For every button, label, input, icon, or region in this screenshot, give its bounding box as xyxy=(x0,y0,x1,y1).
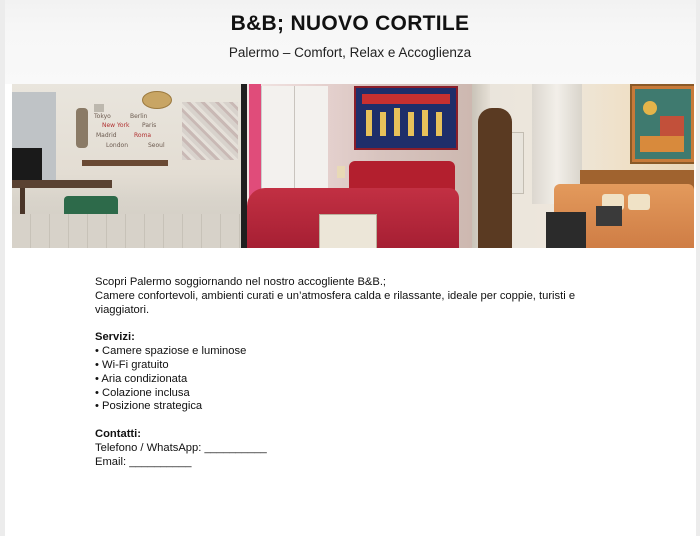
page-title: B&B; NUOVO CORTILE xyxy=(230,12,470,35)
surfboard xyxy=(76,108,88,148)
double-bedroom-photo xyxy=(472,84,694,248)
common-room-photo xyxy=(12,84,241,248)
svg-text:Madrid: Madrid xyxy=(96,132,117,139)
intro-line: Camere confortevoli, ambienti curati e un’atmosfera calda e rilassante, ideale per coppie, turisti e viaggiatori. xyxy=(95,289,576,316)
page-subtitle: Palermo – Comfort, Relax e Accoglienza xyxy=(228,45,472,60)
list-item: • Camere spaziose e luminose xyxy=(95,345,247,358)
email-line: Email: __________ xyxy=(95,455,192,468)
svg-text:Roma: Roma xyxy=(134,132,152,139)
gift-bag xyxy=(596,206,622,226)
svg-text:New York: New York xyxy=(102,122,130,129)
body-text xyxy=(95,276,615,470)
photo-collage xyxy=(182,102,238,160)
phone-line: Telefono / WhatsApp: __________ xyxy=(95,441,267,454)
bedside-lamp xyxy=(337,166,345,178)
gift-bag xyxy=(319,214,377,248)
svg-text:Seoul: Seoul xyxy=(148,142,165,149)
svg-text:Paris: Paris xyxy=(142,122,157,129)
red-bedroom-photo xyxy=(241,84,472,248)
contacts-title: Contatti: xyxy=(95,428,141,441)
wall-tapestry xyxy=(354,86,458,150)
monitor xyxy=(12,148,42,184)
bed-footboard xyxy=(546,212,586,248)
list-item: • Posizione strategica xyxy=(95,400,203,413)
framed-painting xyxy=(630,84,694,164)
intro-line: Scopri Palermo soggiornando nel nostro accogliente B&B.; xyxy=(95,276,387,288)
list-item: • Aria condizionata xyxy=(95,372,188,385)
services-list xyxy=(95,345,615,414)
svg-text:Berlin: Berlin xyxy=(130,113,148,120)
tiled-floor xyxy=(12,214,241,248)
wall-frame xyxy=(94,104,104,112)
svg-text:London: London xyxy=(106,142,128,149)
wall-plate xyxy=(142,91,172,109)
table-top xyxy=(12,180,112,188)
wall-writing xyxy=(92,110,178,154)
list-item: • Colazione inclusa xyxy=(95,386,190,399)
svg-text:Tokyo: Tokyo xyxy=(94,113,111,120)
page-right-edge xyxy=(696,0,700,536)
desk xyxy=(82,160,168,166)
photo-banner xyxy=(12,84,694,248)
list-item: • Wi-Fi gratuito xyxy=(95,358,169,371)
carved-chair xyxy=(478,108,512,248)
services-title: Servizi: xyxy=(95,331,135,344)
pillow xyxy=(628,194,650,210)
